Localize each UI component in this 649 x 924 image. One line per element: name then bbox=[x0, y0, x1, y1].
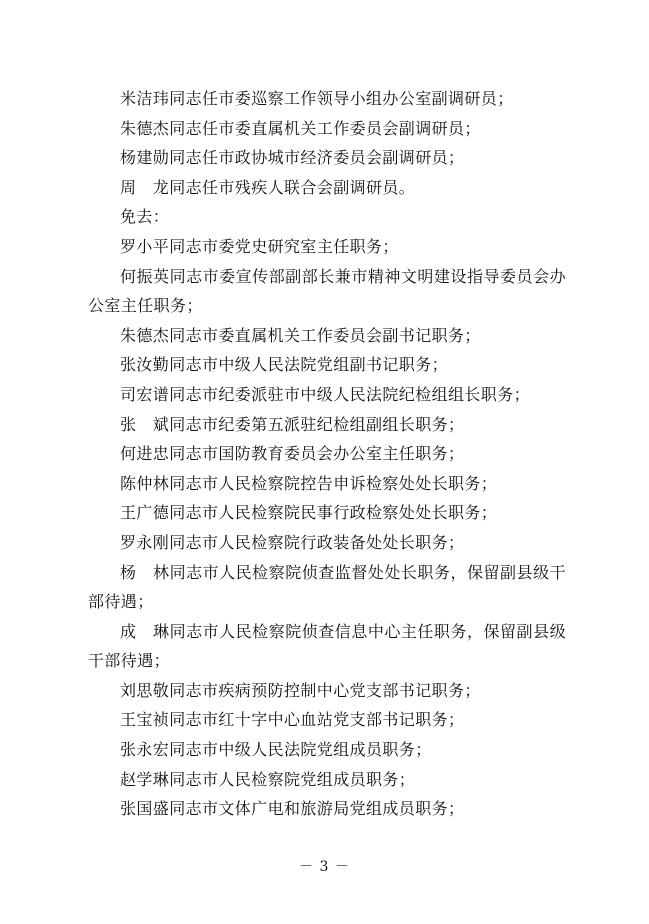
paragraph-5: 免去： bbox=[120, 207, 170, 227]
page-number: － 3 － bbox=[299, 859, 350, 875]
paragraph-18: 刘思敬同志市疾病预防控制中心党支部书记职务； bbox=[120, 680, 481, 700]
paragraph-10: 司宏谱同志市纪委派驻市中级人民法院纪检组组长职务； bbox=[120, 384, 531, 404]
paragraph-1: 米洁玮同志任市委巡察工作领导小组办公室副调研员； bbox=[120, 89, 514, 108]
paragraph-4: 周 龙同志任市残疾人联合会副调研员。 bbox=[120, 177, 416, 197]
paragraph-6: 罗小平同志市委党史研究室主任职务； bbox=[120, 236, 399, 256]
paragraph-15: 罗永刚同志市人民检察院行政装备处处长职务； bbox=[120, 532, 465, 552]
paragraph-17: 成 琳同志市人民检察院侦查信息中心主任职务，保留副县级干部待遇； bbox=[88, 621, 566, 671]
paragraph-20: 张永宏同志市中级人民法院党组成员职务； bbox=[120, 740, 432, 760]
paragraph-13: 陈仲林同志市人民检察院控告申诉检察处处长职务； bbox=[120, 473, 498, 493]
paragraph-16: 杨 林同志市人民检察院侦查监督处处长职务，保留副县级干部待遇； bbox=[88, 562, 566, 612]
paragraph-9: 张汝勤同志市中级人民法院党组副书记职务； bbox=[120, 355, 449, 375]
paragraph-19: 王宝祯同志市红十字中心血站党支部书记职务； bbox=[120, 710, 465, 730]
paragraph-12: 何进忠同志市国防教育委员会办公室主任职务； bbox=[120, 444, 465, 464]
paragraph-11: 张 斌同志市纪委第五派驻纪检组副组长职务； bbox=[120, 414, 465, 434]
paragraph-3: 杨建勋同志任市政协城市经济委员会副调研员； bbox=[120, 148, 465, 168]
paragraph-22: 张国盛同志市文体广电和旅游局党组成员职务； bbox=[120, 799, 465, 819]
paragraph-8: 朱德杰同志市委直属机关工作委员会副书记职务； bbox=[120, 325, 481, 345]
paragraph-21: 赵学琳同志市人民检察院党组成员职务； bbox=[120, 769, 416, 789]
document-body bbox=[88, 84, 566, 824]
paragraph-7: 何振英同志市委宣传部副部长兼市精神文明建设指导委员会办公室主任职务； bbox=[88, 266, 566, 316]
paragraph-2: 朱德杰同志任市委直属机关工作委员会副调研员； bbox=[120, 118, 481, 138]
paragraph-14: 王广德同志市人民检察院民事行政检察处处长职务； bbox=[120, 503, 498, 523]
